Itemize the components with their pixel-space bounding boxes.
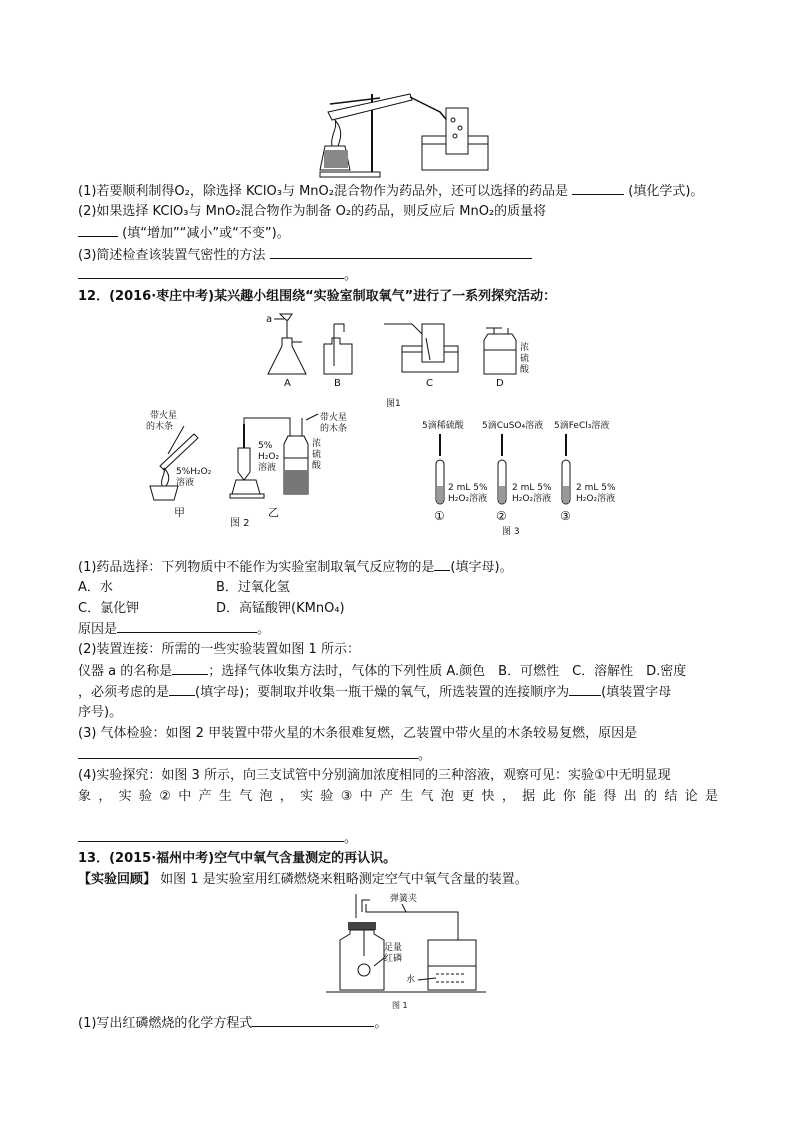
justified-char: 产 [198, 789, 212, 804]
q12-p2c-text: ，必须考虑的是 [78, 685, 170, 700]
fig3-caption: 图 3 [502, 527, 520, 536]
yi-acid-label: 酸 [312, 461, 322, 471]
q11-line1-text: (1)若要顺利制得O₂，除选择 KClO₃与 MnO₂混合物作为药品外，还可以选择的药品是 [78, 184, 568, 199]
tube-2 [498, 434, 506, 504]
acid-label: 酸 [520, 365, 530, 375]
justified-char: 象 [78, 789, 92, 804]
q12-p2c-mid: (填字母)；要制取并收集一瓶干燥的氧气，所选装置的连接顺序为 [195, 685, 570, 700]
justified-char: 气 [420, 789, 434, 804]
q11-line5 [78, 266, 357, 285]
yi-splint-label: 带火星 [320, 413, 348, 423]
answer-blank[interactable] [434, 558, 450, 571]
option-row [78, 600, 345, 618]
q11-line4-text: (3)简述检查该装置气密性的方法 [78, 248, 266, 263]
answer-blank[interactable] [270, 246, 532, 259]
tube3-reagent: 5滴FeCl₃溶液 [554, 421, 610, 431]
answer-blank[interactable] [78, 829, 344, 842]
option-a: A．水 [78, 580, 113, 595]
justified-char: 中 [359, 789, 373, 804]
q12-part4-justified [78, 788, 718, 806]
yi-solution-label: 5% [258, 441, 273, 451]
water-label: 水 [406, 975, 416, 985]
justified-char: 生 [400, 789, 414, 804]
q12-title-text: 12．(2016·枣庄中考)某兴趣小组围绕“实验室制取氧气”进行了一系列探究活动： [78, 289, 557, 304]
justified-char: ③ [340, 789, 353, 804]
option-d: D．高锰酸钾(KMnO₄) [216, 601, 345, 616]
q11-line4 [78, 246, 532, 265]
justified-char: ， [279, 789, 293, 804]
justified-char: 快 [481, 789, 495, 804]
justified-char: 的 [644, 789, 658, 804]
justified-char: 验 [320, 789, 334, 804]
justified-char: 你 [562, 789, 576, 804]
justified-char: ， [98, 789, 112, 804]
q12-part2-line4 [78, 704, 122, 722]
label-a: a [266, 314, 273, 325]
q11-line1-tail: (填化学式)。 [628, 184, 704, 199]
justified-char: ② [159, 789, 171, 804]
answer-blank[interactable] [117, 620, 257, 633]
tube-solution-label: 2 mL 5% [512, 483, 552, 493]
q11-line3 [78, 224, 290, 243]
answer-blank[interactable] [78, 224, 118, 237]
tube-number: ① [434, 509, 445, 523]
yi-acid-label: 浓 [312, 439, 322, 449]
label-A: A [284, 378, 291, 389]
q13-title [78, 850, 396, 868]
option-c: C．氯化钾 [78, 601, 140, 616]
phosphorus-label: 足量 [384, 943, 403, 953]
fig1-caption: 图1 [386, 399, 401, 409]
q12-p2b-mid: ；选择气体收集方法时，气体的下列性质 A.颜色 B．可燃性 C．溶解性 D.密度 [208, 664, 687, 679]
period: 。 [374, 1016, 388, 1031]
yi-solution-label: H₂O₂ [258, 452, 280, 462]
fig2-caption: 图 2 [230, 518, 250, 529]
tube-solution-label: H₂O₂溶液 [512, 494, 552, 504]
justified-char: 验 [138, 789, 152, 804]
justified-char: 实 [300, 789, 314, 804]
q12-part3 [78, 725, 637, 743]
tube-3 [562, 434, 570, 504]
yi-acid-label: 硫 [312, 450, 322, 460]
justified-char: 是 [704, 789, 718, 804]
kclo3-apparatus-figure [300, 84, 500, 180]
justified-char: 中 [178, 789, 192, 804]
justified-char: 气 [239, 789, 253, 804]
answer-blank[interactable] [78, 266, 344, 279]
label-D: D [496, 378, 504, 389]
tube-solution-label: 2 mL 5% [448, 483, 488, 493]
reason-line [78, 620, 270, 639]
jia-solution-label: 5%H₂O₂ [176, 467, 212, 477]
jia-label: 甲 [174, 506, 185, 519]
justified-char: 结 [664, 789, 678, 804]
q12-p2d-text: 序号)。 [78, 705, 123, 720]
phosphorus-label: 红磷 [384, 954, 403, 964]
q11-line2 [78, 203, 546, 221]
answer-blank[interactable] [169, 683, 195, 696]
review-tag: 【实验回顾】 [78, 872, 157, 887]
justified-char: 此 [542, 789, 556, 804]
q13-review [78, 871, 528, 889]
q11-line3-text: (填“增加”“减小”或“不变”)。 [122, 226, 290, 241]
q13-title-text: 13．(2015·福州中考)空气中氧气含量测定的再认识。 [78, 851, 397, 866]
justified-char: 据 [522, 789, 536, 804]
q12-p3-text: (3) 气体检验：如图 2 甲装置中带火星的木条很难复燃，乙装置中带火星的木条较易复燃，原因是 [78, 726, 638, 741]
q11-line2-text: (2)如果选择 KClO₃与 MnO₂混合物作为制备 O₂的药品，则反应后 MnO₂的质量将 [78, 204, 547, 219]
justified-char: 实 [118, 789, 132, 804]
review-text: 如图 1 是实验室用红磷燃烧来粗略测定空气中氧气含量的装置。 [160, 872, 528, 887]
answer-blank[interactable] [569, 683, 601, 696]
tube-number: ② [496, 509, 507, 523]
q13-part1 [78, 1014, 387, 1033]
acid-label: 浓 [520, 343, 530, 353]
q12-title [78, 288, 556, 306]
period: 。 [344, 831, 358, 846]
justified-char: 泡 [440, 789, 454, 804]
label-B: B [334, 378, 341, 389]
option-b: B．过氧化氢 [216, 580, 290, 595]
period: 。 [257, 622, 271, 637]
justified-char: 更 [461, 789, 475, 804]
justified-char: 出 [623, 789, 637, 804]
q12-p1-tail: (填字母)。 [450, 560, 513, 575]
justified-char: 能 [583, 789, 597, 804]
q11-line1 [78, 182, 703, 201]
q12-p1-text: (1)药品选择：下列物质中不能作为实验室制取氧气反应物的是 [78, 560, 435, 575]
justified-char: 得 [603, 789, 617, 804]
yi-label: 乙 [268, 506, 279, 519]
period: 。 [418, 748, 432, 763]
tube-number: ③ [560, 509, 571, 523]
q12-part2-intro [78, 641, 360, 659]
tube-solution-label: 2 mL 5% [576, 483, 616, 493]
figure-3-test-tubes [418, 416, 628, 536]
q12-part1 [78, 558, 513, 577]
tube-1 [436, 434, 444, 504]
option-row [78, 579, 290, 597]
tube1-reagent: 5滴稀硫酸 [422, 421, 464, 431]
label-C: C [426, 378, 433, 389]
q12-p4a-text: (4)实验探究：如图 3 所示，向三支试管中分别滴加浓度相同的三种溶液，观察可见：实验①中无明显现 [78, 768, 671, 783]
jia-splint-label: 的木条 [146, 422, 174, 432]
figure-2-apparatus [140, 408, 360, 532]
reason-label: 原因是 [78, 622, 118, 637]
justified-char: 生 [218, 789, 232, 804]
figure-1-apparatus [262, 310, 542, 410]
justified-char: 产 [379, 789, 393, 804]
justified-char: 泡 [259, 789, 273, 804]
justified-char: ， [501, 789, 515, 804]
tube-solution-label: H₂O₂溶液 [576, 494, 616, 504]
q12-part4 [78, 767, 671, 785]
q12-part3-answer [78, 746, 431, 765]
q12-p2a-text: (2)装置连接：所需的一些实验装置如图 1 所示： [78, 642, 360, 657]
answer-blank[interactable] [252, 1014, 374, 1027]
fig1-caption: 图 1 [392, 1001, 408, 1010]
clip-label: 弹簧夹 [390, 894, 418, 904]
justified-char: 论 [684, 789, 698, 804]
jia-splint-label: 带火星 [150, 411, 178, 421]
period: 。 [344, 268, 358, 283]
q12-part2-line3 [78, 683, 671, 702]
tube2-reagent: 5滴CuSO₄溶液 [482, 421, 544, 431]
acid-label: 硫 [520, 354, 530, 364]
q12-p2c-tail: (填装置字母 [601, 685, 672, 700]
answer-blank[interactable] [78, 746, 418, 759]
q12-part4-answer [78, 829, 357, 848]
q13-p1-text: (1)写出红磷燃烧的化学方程式 [78, 1016, 253, 1031]
q12-p2b-text: 仪器 a 的名称是 [78, 664, 173, 679]
answer-blank[interactable] [172, 662, 208, 675]
yi-solution-label: 溶液 [258, 463, 277, 473]
tube-solution-label: H₂O₂溶液 [448, 494, 488, 504]
yi-splint-label: 的木条 [320, 424, 348, 434]
jia-solution-label: 溶液 [176, 478, 195, 488]
q12-part2-line2 [78, 662, 686, 681]
red-phosphorus-apparatus [326, 890, 486, 1012]
answer-blank[interactable] [572, 182, 624, 195]
